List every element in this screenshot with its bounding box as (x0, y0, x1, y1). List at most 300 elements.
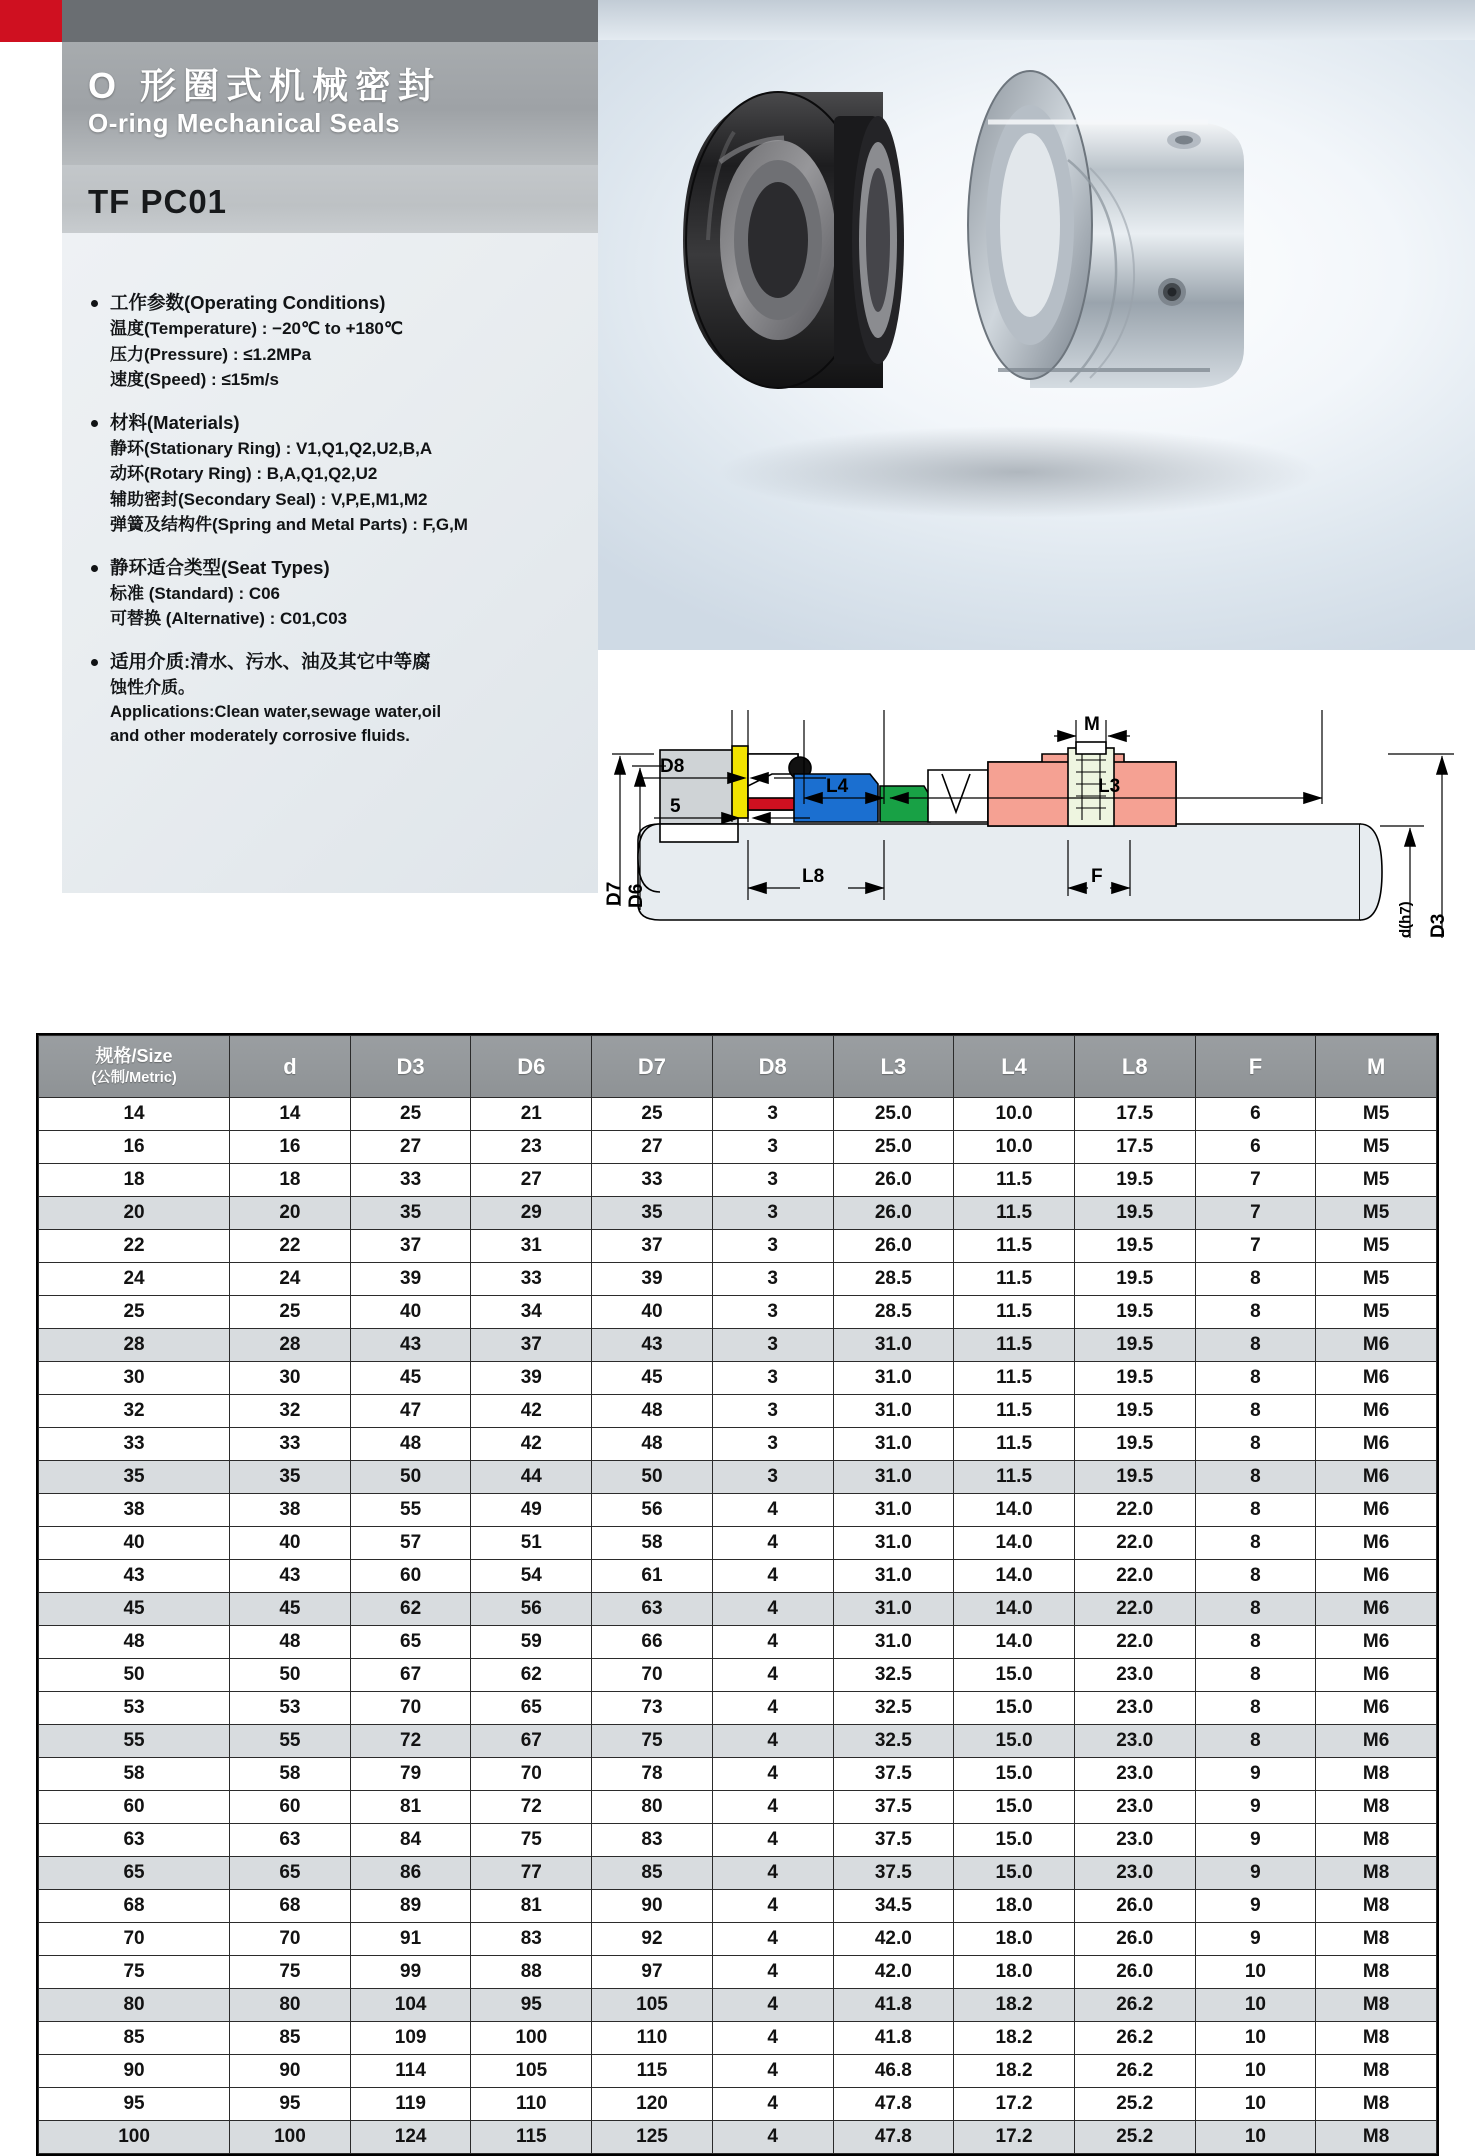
table-cell: 15.0 (954, 1758, 1075, 1791)
table-cell: M8 (1316, 1791, 1437, 1824)
table-cell: 57 (350, 1527, 471, 1560)
table-row (39, 1923, 1437, 1956)
table-cell: 26.0 (1074, 1956, 1195, 1989)
table-cell: 39 (471, 1362, 592, 1395)
col-header-d: d (230, 1036, 351, 1098)
table-cell: 75 (39, 1956, 230, 1989)
table-cell: 11.5 (954, 1197, 1075, 1230)
table-cell: 17.5 (1074, 1098, 1195, 1131)
table-cell: 22 (39, 1230, 230, 1263)
table-cell: 60 (230, 1791, 351, 1824)
table-cell: 70 (230, 1923, 351, 1956)
table-cell: 22.0 (1074, 1626, 1195, 1659)
table-cell: 31.0 (833, 1329, 954, 1362)
table-cell: 23.0 (1074, 1791, 1195, 1824)
table-cell: 90 (592, 1890, 713, 1923)
spec-heading-applications: 适用介质:清水、污水、油及其它中等腐 (88, 649, 558, 675)
table-cell: M6 (1316, 1395, 1437, 1428)
table-cell: 33 (471, 1263, 592, 1296)
table-cell: 3 (712, 1428, 833, 1461)
table-cell: 31.0 (833, 1461, 954, 1494)
table-cell: 85 (230, 2022, 351, 2055)
table-cell: 67 (350, 1659, 471, 1692)
table-cell: 4 (712, 2022, 833, 2055)
table-cell: 26.0 (1074, 1890, 1195, 1923)
table-cell: 4 (712, 1791, 833, 1824)
table-cell: 8 (1195, 1560, 1316, 1593)
table-cell: 8 (1195, 1362, 1316, 1395)
table-row (39, 2088, 1437, 2121)
table-cell: 15.0 (954, 1725, 1075, 1758)
spec-line-applications-cn: 蚀性介质。 (110, 677, 195, 697)
table-cell: 110 (471, 2088, 592, 2121)
table-cell: 14.0 (954, 1560, 1075, 1593)
table-cell: M5 (1316, 1296, 1437, 1329)
table-cell: 23.0 (1074, 1857, 1195, 1890)
table-cell: 25 (230, 1296, 351, 1329)
table-cell: 4 (712, 2088, 833, 2121)
dimension-table-container (36, 1033, 1439, 2156)
table-cell: 10 (1195, 1956, 1316, 1989)
table-cell: 17.5 (1074, 1131, 1195, 1164)
table-cell: 9 (1195, 1791, 1316, 1824)
table-cell: M5 (1316, 1230, 1437, 1263)
table-cell: 18.0 (954, 1923, 1075, 1956)
table-cell: 26.2 (1074, 2055, 1195, 2088)
table-cell: 61 (592, 1560, 713, 1593)
spec-line-rotary-ring: 动环(Rotary Ring) : B,A,Q1,Q2,U2 (110, 464, 378, 483)
table-cell: 75 (230, 1956, 351, 1989)
table-cell: 10 (1195, 2022, 1316, 2055)
table-cell: 44 (471, 1461, 592, 1494)
spec-line-spring-metal-parts: 弹簧及结构件(Spring and Metal Parts) : F,G,M (110, 515, 468, 534)
col-header-m: M (1316, 1036, 1437, 1098)
table-cell: 22.0 (1074, 1560, 1195, 1593)
table-cell: 80 (592, 1791, 713, 1824)
table-cell: 67 (471, 1725, 592, 1758)
table-cell: 9 (1195, 1857, 1316, 1890)
table-cell: 54 (471, 1560, 592, 1593)
table-cell: 4 (712, 1560, 833, 1593)
table-cell: 86 (350, 1857, 471, 1890)
page-title-en: O-ring Mechanical Seals (88, 108, 401, 138)
table-cell: 38 (39, 1494, 230, 1527)
table-cell: M8 (1316, 1989, 1437, 2022)
table-cell: 30 (230, 1362, 351, 1395)
table-cell: 15.0 (954, 1857, 1075, 1890)
table-cell: 8 (1195, 1692, 1316, 1725)
table-cell: 23.0 (1074, 1824, 1195, 1857)
photo-top-gradient (598, 0, 1475, 40)
table-cell: 16 (230, 1131, 351, 1164)
table-cell: 33 (39, 1428, 230, 1461)
table-cell: 28 (230, 1329, 351, 1362)
table-cell: 8 (1195, 1395, 1316, 1428)
table-cell: 78 (592, 1758, 713, 1791)
page-title-cn: O 形圈式机械密封 (88, 65, 442, 106)
table-cell: 22.0 (1074, 1494, 1195, 1527)
table-cell: 109 (350, 2022, 471, 2055)
table-cell: 38 (230, 1494, 351, 1527)
col-header-l8: L8 (1074, 1036, 1195, 1098)
table-cell: 37.5 (833, 1824, 954, 1857)
cross-section-diagram (598, 650, 1475, 1000)
table-cell: 42.0 (833, 1956, 954, 1989)
table-cell: 37 (471, 1329, 592, 1362)
table-cell: 19.5 (1074, 1164, 1195, 1197)
table-cell: 4 (712, 1527, 833, 1560)
table-cell: 18.2 (954, 1989, 1075, 2022)
table-cell: 47 (350, 1395, 471, 1428)
table-cell: 7 (1195, 1197, 1316, 1230)
table-cell: 4 (712, 1824, 833, 1857)
table-cell: 68 (39, 1890, 230, 1923)
table-cell: 17.2 (954, 2088, 1075, 2121)
table-cell: 25 (592, 1098, 713, 1131)
table-cell: 42 (471, 1395, 592, 1428)
table-cell: 30 (39, 1362, 230, 1395)
table-cell: 115 (471, 2121, 592, 2154)
table-cell: M5 (1316, 1164, 1437, 1197)
table-cell: 18.2 (954, 2055, 1075, 2088)
table-cell: 26.0 (1074, 1923, 1195, 1956)
table-cell: 19.5 (1074, 1296, 1195, 1329)
table-cell: 63 (230, 1824, 351, 1857)
table-cell: 99 (350, 1956, 471, 1989)
spec-heading-operating: 工作参数(Operating Conditions) (88, 290, 558, 316)
table-cell: 8 (1195, 1494, 1316, 1527)
table-cell: 81 (350, 1791, 471, 1824)
table-cell: M6 (1316, 1725, 1437, 1758)
table-row (39, 1758, 1437, 1791)
table-cell: 43 (592, 1329, 713, 1362)
dim-label-d7: D7 (604, 881, 625, 906)
dim-label-l4: L4 (826, 776, 849, 797)
spec-group-operating (88, 290, 558, 393)
col-header-l4: L4 (954, 1036, 1075, 1098)
table-body (39, 1098, 1437, 2154)
table-cell: 8 (1195, 1593, 1316, 1626)
table-cell: 3 (712, 1230, 833, 1263)
product-photo (598, 0, 1475, 650)
dim-label-d8: D8 (660, 756, 685, 777)
table-cell: 8 (1195, 1461, 1316, 1494)
table-cell: 114 (350, 2055, 471, 2088)
table-cell: 11.5 (954, 1296, 1075, 1329)
table-cell: 70 (592, 1659, 713, 1692)
table-cell: 4 (712, 1923, 833, 1956)
col-header-size-label: 规格/Size (95, 1045, 173, 1066)
table-cell: 50 (350, 1461, 471, 1494)
table-cell: 35 (592, 1197, 713, 1230)
table-cell: 31.0 (833, 1428, 954, 1461)
table-cell: M6 (1316, 1461, 1437, 1494)
table-cell: 3 (712, 1395, 833, 1428)
table-cell: 81 (471, 1890, 592, 1923)
table-cell: 33 (350, 1164, 471, 1197)
table-row (39, 1395, 1437, 1428)
table-row (39, 1527, 1437, 1560)
table-cell: 3 (712, 1296, 833, 1329)
table-cell: 59 (471, 1626, 592, 1659)
spec-line-standard-seat: 标准 (Standard) : C06 (110, 583, 281, 603)
table-row (39, 1989, 1437, 2022)
table-cell: 48 (230, 1626, 351, 1659)
table-cell: 37.5 (833, 1758, 954, 1791)
col-header-d7: D7 (592, 1036, 713, 1098)
table-row (39, 1428, 1437, 1461)
table-cell: 95 (471, 1989, 592, 2022)
table-cell: 70 (350, 1692, 471, 1725)
table-cell: 26.0 (833, 1197, 954, 1230)
table-cell: 15.0 (954, 1659, 1075, 1692)
table-cell: 4 (712, 1857, 833, 1890)
table-cell: M6 (1316, 1626, 1437, 1659)
table-cell: 4 (712, 1659, 833, 1692)
table-cell: 31.0 (833, 1593, 954, 1626)
table-cell: 55 (39, 1725, 230, 1758)
table-cell: 15.0 (954, 1791, 1075, 1824)
table-cell: 6 (1195, 1131, 1316, 1164)
col-header-d3: D3 (350, 1036, 471, 1098)
table-cell: 9 (1195, 1923, 1316, 1956)
table-cell: 11.5 (954, 1230, 1075, 1263)
seal-product-illustration (598, 0, 1475, 650)
table-cell: 47.8 (833, 2088, 954, 2121)
table-cell: 120 (592, 2088, 713, 2121)
table-cell: M6 (1316, 1494, 1437, 1527)
table-cell: M6 (1316, 1527, 1437, 1560)
table-cell: 75 (592, 1725, 713, 1758)
table-cell: 65 (471, 1692, 592, 1725)
table-cell: 18.0 (954, 1956, 1075, 1989)
table-row (39, 1890, 1437, 1923)
table-cell: 97 (592, 1956, 713, 1989)
table-cell: 55 (350, 1494, 471, 1527)
table-cell: 72 (471, 1791, 592, 1824)
table-cell: 65 (39, 1857, 230, 1890)
table-cell: 37.5 (833, 1791, 954, 1824)
table-cell: 70 (471, 1758, 592, 1791)
table-cell: 11.5 (954, 1428, 1075, 1461)
table-cell: 29 (471, 1197, 592, 1230)
table-cell: 43 (230, 1560, 351, 1593)
table-cell: 8 (1195, 1263, 1316, 1296)
table-cell: 91 (350, 1923, 471, 1956)
specification-list (88, 290, 558, 765)
table-cell: 24 (39, 1263, 230, 1296)
table-cell: 31.0 (833, 1494, 954, 1527)
table-cell: 24 (230, 1263, 351, 1296)
table-cell: 3 (712, 1263, 833, 1296)
table-cell: 21 (471, 1098, 592, 1131)
table-cell: 25.2 (1074, 2088, 1195, 2121)
table-cell: 10 (1195, 2055, 1316, 2088)
table-row (39, 1659, 1437, 1692)
table-cell: 43 (350, 1329, 471, 1362)
table-cell: 105 (592, 1989, 713, 2022)
table-cell: 32 (230, 1395, 351, 1428)
table-cell: 80 (230, 1989, 351, 2022)
table-row (39, 1164, 1437, 1197)
table-cell: 22.0 (1074, 1593, 1195, 1626)
spec-group-applications (88, 649, 558, 749)
table-cell: 45 (592, 1362, 713, 1395)
table-cell: 11.5 (954, 1461, 1075, 1494)
table-row (39, 1362, 1437, 1395)
spec-line-speed: 速度(Speed) : ≤15m/s (110, 370, 279, 389)
table-cell: 4 (712, 1593, 833, 1626)
red-accent-tab (0, 0, 62, 42)
table-cell: 48 (350, 1428, 471, 1461)
table-cell: 25.0 (833, 1131, 954, 1164)
table-cell: 68 (230, 1890, 351, 1923)
technical-drawing (598, 650, 1475, 1000)
table-cell: 25 (39, 1296, 230, 1329)
table-row (39, 1824, 1437, 1857)
table-cell: 42.0 (833, 1923, 954, 1956)
table-cell: 40 (39, 1527, 230, 1560)
table-cell: 18 (230, 1164, 351, 1197)
table-cell: 28 (39, 1329, 230, 1362)
table-cell: 104 (350, 1989, 471, 2022)
table-cell: 4 (712, 1725, 833, 1758)
table-cell: 84 (350, 1824, 471, 1857)
table-cell: 14 (230, 1098, 351, 1131)
table-cell: 88 (471, 1956, 592, 1989)
table-cell: M6 (1316, 1692, 1437, 1725)
table-cell: 19.5 (1074, 1197, 1195, 1230)
table-cell: M8 (1316, 2055, 1437, 2088)
table-row (39, 1131, 1437, 1164)
table-cell: 80 (39, 1989, 230, 2022)
table-cell: 31.0 (833, 1626, 954, 1659)
table-cell: 19.5 (1074, 1461, 1195, 1494)
dim-label-d6: D6 (626, 883, 647, 908)
table-cell: 66 (592, 1626, 713, 1659)
table-cell: 4 (712, 2055, 833, 2088)
table-cell: 3 (712, 1461, 833, 1494)
table-cell: 9 (1195, 1890, 1316, 1923)
table-cell: M6 (1316, 1428, 1437, 1461)
table-cell: 60 (350, 1560, 471, 1593)
table-cell: 31.0 (833, 1527, 954, 1560)
table-cell: 23.0 (1074, 1659, 1195, 1692)
spec-line-temperature: 温度(Temperature) : −20℃ to +180℃ (110, 319, 403, 338)
table-cell: 3 (712, 1329, 833, 1362)
table-cell: 14.0 (954, 1626, 1075, 1659)
table-cell: 70 (39, 1923, 230, 1956)
table-cell: 49 (471, 1494, 592, 1527)
table-cell: 35 (39, 1461, 230, 1494)
table-cell: 58 (230, 1758, 351, 1791)
table-cell: 100 (230, 2121, 351, 2154)
table-cell: 4 (712, 1989, 833, 2022)
table-cell: 58 (592, 1527, 713, 1560)
table-cell: 73 (592, 1692, 713, 1725)
table-cell: 14.0 (954, 1593, 1075, 1626)
table-row (39, 1692, 1437, 1725)
spec-heading-materials: 材料(Materials) (88, 410, 558, 436)
table-cell: 50 (39, 1659, 230, 1692)
table-cell: 17.2 (954, 2121, 1075, 2154)
table-cell: 37.5 (833, 1857, 954, 1890)
table-cell: 45 (39, 1593, 230, 1626)
table-header (39, 1036, 1437, 1098)
table-cell: 10 (1195, 2121, 1316, 2154)
table-cell: 125 (592, 2121, 713, 2154)
spec-line-secondary-seal: 辅助密封(Secondary Seal) : V,P,E,M1,M2 (110, 489, 428, 509)
spec-line-alternative-seat: 可替换 (Alternative) : C01,C03 (110, 609, 348, 628)
table-cell: 62 (471, 1659, 592, 1692)
table-cell: 22 (230, 1230, 351, 1263)
table-cell: 39 (350, 1263, 471, 1296)
table-cell: 26.2 (1074, 2022, 1195, 2055)
table-cell: 60 (39, 1791, 230, 1824)
col-header-d8: D8 (712, 1036, 833, 1098)
table-cell: 3 (712, 1362, 833, 1395)
table-cell: 27 (350, 1131, 471, 1164)
spec-heading-seat-types: 静环适合类型(Seat Types) (88, 555, 558, 581)
table-row (39, 1296, 1437, 1329)
table-cell: 35 (350, 1197, 471, 1230)
table-cell: 43 (39, 1560, 230, 1593)
table-cell: 56 (471, 1593, 592, 1626)
table-cell: 48 (39, 1626, 230, 1659)
table-cell: 50 (230, 1659, 351, 1692)
table-cell: 23.0 (1074, 1692, 1195, 1725)
table-cell: 119 (350, 2088, 471, 2121)
table-cell: 100 (39, 2121, 230, 2154)
table-cell: 25.0 (833, 1098, 954, 1131)
table-cell: 23.0 (1074, 1725, 1195, 1758)
table-cell: 100 (471, 2022, 592, 2055)
spec-group-seat-types (88, 555, 558, 632)
table-row (39, 1263, 1437, 1296)
table-cell: 8 (1195, 1428, 1316, 1461)
dark-header-strip (62, 0, 598, 42)
table-cell: 23 (471, 1131, 592, 1164)
table-cell: 48 (592, 1395, 713, 1428)
table-cell: 8 (1195, 1659, 1316, 1692)
table-cell: 4 (712, 1758, 833, 1791)
table-cell: 55 (230, 1725, 351, 1758)
table-cell: 105 (471, 2055, 592, 2088)
table-row (39, 1626, 1437, 1659)
spec-group-materials (88, 410, 558, 538)
table-cell: M5 (1316, 1131, 1437, 1164)
table-cell: 27 (592, 1131, 713, 1164)
table-cell: M5 (1316, 1098, 1437, 1131)
table-cell: 10.0 (954, 1131, 1075, 1164)
table-cell: 33 (592, 1164, 713, 1197)
spec-line-applications-en-1: Applications:Clean water,sewage water,oil (110, 703, 442, 721)
table-cell: 95 (39, 2088, 230, 2121)
table-cell: 95 (230, 2088, 351, 2121)
table-cell: 45 (350, 1362, 471, 1395)
table-cell: 15.0 (954, 1692, 1075, 1725)
table-row (39, 1593, 1437, 1626)
table-row (39, 1560, 1437, 1593)
table-cell: M6 (1316, 1659, 1437, 1692)
table-cell: 3 (712, 1131, 833, 1164)
table-cell: 31.0 (833, 1395, 954, 1428)
table-row (39, 1791, 1437, 1824)
table-cell: M6 (1316, 1362, 1437, 1395)
table-cell: 40 (592, 1296, 713, 1329)
table-cell: 65 (230, 1857, 351, 1890)
spec-line-pressure: 压力(Pressure) : ≤1.2MPa (110, 344, 312, 364)
